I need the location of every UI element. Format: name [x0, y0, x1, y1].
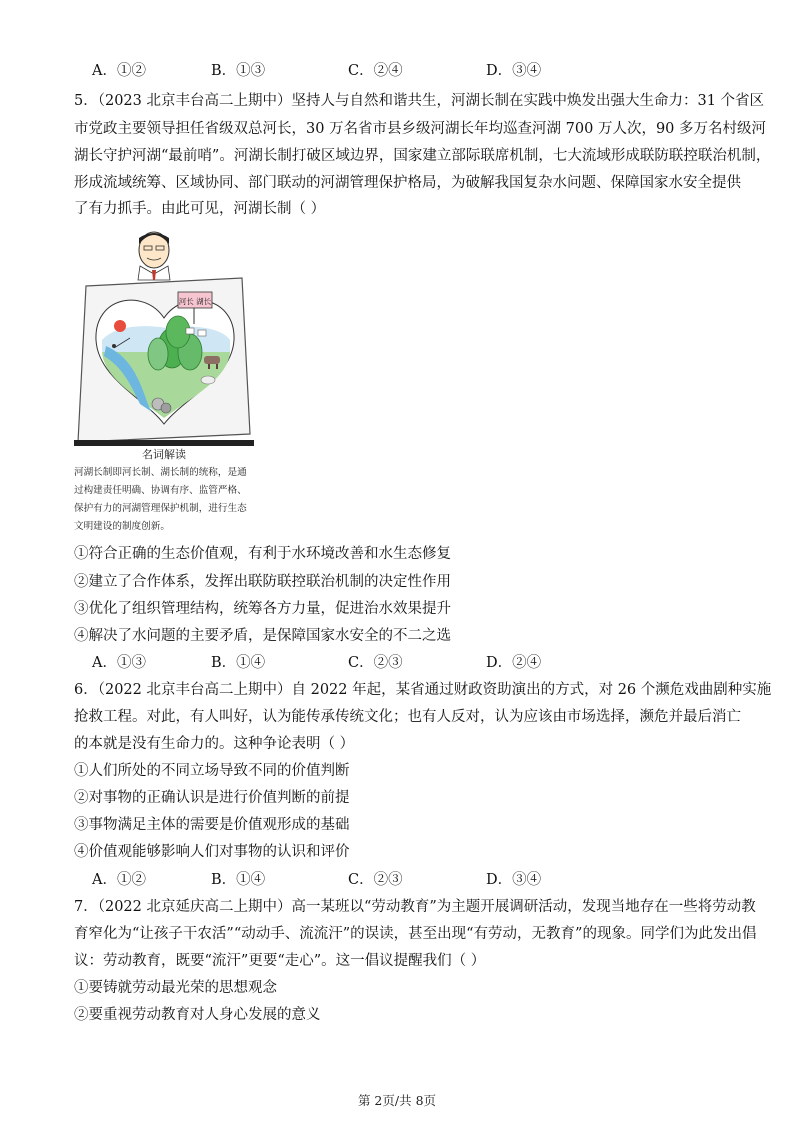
- q7-stem-line-3: 议：劳动教育，既要“流汗”更要“走心”。这一倡议提醒我们（ ）: [74, 953, 486, 969]
- q4-option-c: C．②④: [348, 63, 403, 79]
- q7-stem-line-2: 育窄化为“让孩子干农活”“动动手、流流汗”的误读，甚至出现“有劳动，无教育”的现象。同学们为此发出倡: [74, 926, 757, 942]
- river-chief-cartoon: [74, 228, 254, 446]
- q5-option-b: B．①④: [211, 655, 266, 671]
- q5-option-a: A．①③: [92, 655, 146, 671]
- q7-stem-line-1: 7．（2022 北京延庆高二上期中）高一某班以“劳动教育”为主题开展调研活动，发现当地存在一些将劳动教: [74, 899, 756, 915]
- q6-option-c: C．②③: [348, 872, 403, 888]
- figure-caption-line-4: 文明建设的制度创新。: [74, 521, 170, 532]
- figure-caption-line-1: 河湖长制即河长制、湖长制的统称，是通: [74, 467, 247, 478]
- page-footer: 第 2页/共 8页: [357, 1093, 437, 1108]
- q6-stem-line-1: 6．（2022 北京丰台高二上期中）自 2022 年起，某省通过财政资助演出的方式，对 26 个濒危戏曲剧种实施: [74, 682, 772, 698]
- q6-stem-line-2: 抢救工程。对此，有人叫好，认为能传承传统文化；也有人反对，认为应该由市场选择，濒危并最后消亡: [74, 709, 741, 725]
- q4-option-a: A．①②: [92, 63, 146, 79]
- q6-statement-3: ③事物满足主体的需要是价值观形成的基础: [74, 817, 350, 833]
- q6-option-b: B．①④: [211, 872, 266, 888]
- q5-stem-line-1: 5．（2023 北京丰台高二上期中）坚持人与自然和谐共生，河湖长制在实践中焕发出强大生命力：31 个省区: [74, 93, 765, 109]
- q6-statement-4: ④价值观能够影响人们对事物的认识和评价: [74, 844, 350, 860]
- q6-option-a: A．①②: [92, 872, 146, 888]
- q5-statement-3: ③优化了组织管理结构，统筹各方力量，促进治水效果提升: [74, 601, 451, 617]
- river-chief-cartoon-illustration: [74, 228, 254, 446]
- q6-statement-1: ①人们所处的不同立场导致不同的价值判断: [74, 763, 350, 779]
- q5-statement-4: ④解决了水问题的主要矛盾，是保障国家水安全的不二之选: [74, 628, 451, 644]
- q5-stem-line-5: 了有力抓手。由此可见，河湖长制（ ）: [74, 201, 326, 217]
- q5-option-c: C．②③: [348, 655, 403, 671]
- q5-statement-1: ①符合正确的生态价值观，有利于水环境改善和水生态修复: [74, 546, 451, 562]
- river-chief-sign-text: 河长 湖长: [178, 297, 212, 306]
- q4-option-d: D．③④: [486, 63, 542, 79]
- figure-caption-line-3: 保护有力的河湖管理保护机制，进行生态: [74, 503, 247, 514]
- figure-caption-line-2: 过构建责任明确、协调有序、监管严格、: [74, 485, 247, 496]
- q5-option-d: D．②④: [486, 655, 542, 671]
- q5-stem-line-3: 湖长守护河湖“最前哨”。河湖长制打破区域边界，国家建立部际联席机制，七大流域形成联防联控联治机制，: [74, 148, 771, 164]
- q4-option-b: B．①③: [211, 63, 266, 79]
- q6-statement-2: ②对事物的正确认识是进行价值判断的前提: [74, 790, 350, 806]
- q5-stem-line-2: 市党政主要领导担任省级双总河长，30 万名省市县乡级河湖长年均巡查河湖 700 万人次，90 多万名村级河: [74, 121, 767, 137]
- q6-stem-line-3: 的本就是没有生命力的。这种争论表明（ ）: [74, 736, 355, 752]
- q5-statement-2: ②建立了合作体系，发挥出联防联控联治机制的决定性作用: [74, 574, 451, 590]
- q7-statement-1: ①要铸就劳动最光荣的思想观念: [74, 980, 277, 996]
- q5-stem-line-4: 形成流域统筹、区域协同、部门联动的河湖管理保护格局，为破解我国复杂水问题、保障国家水安全提供: [74, 175, 741, 191]
- q6-option-d: D．③④: [486, 872, 542, 888]
- q7-statement-2: ②要重视劳动教育对人身心发展的意义: [74, 1007, 321, 1023]
- figure-caption-title: 名词解读: [142, 448, 186, 461]
